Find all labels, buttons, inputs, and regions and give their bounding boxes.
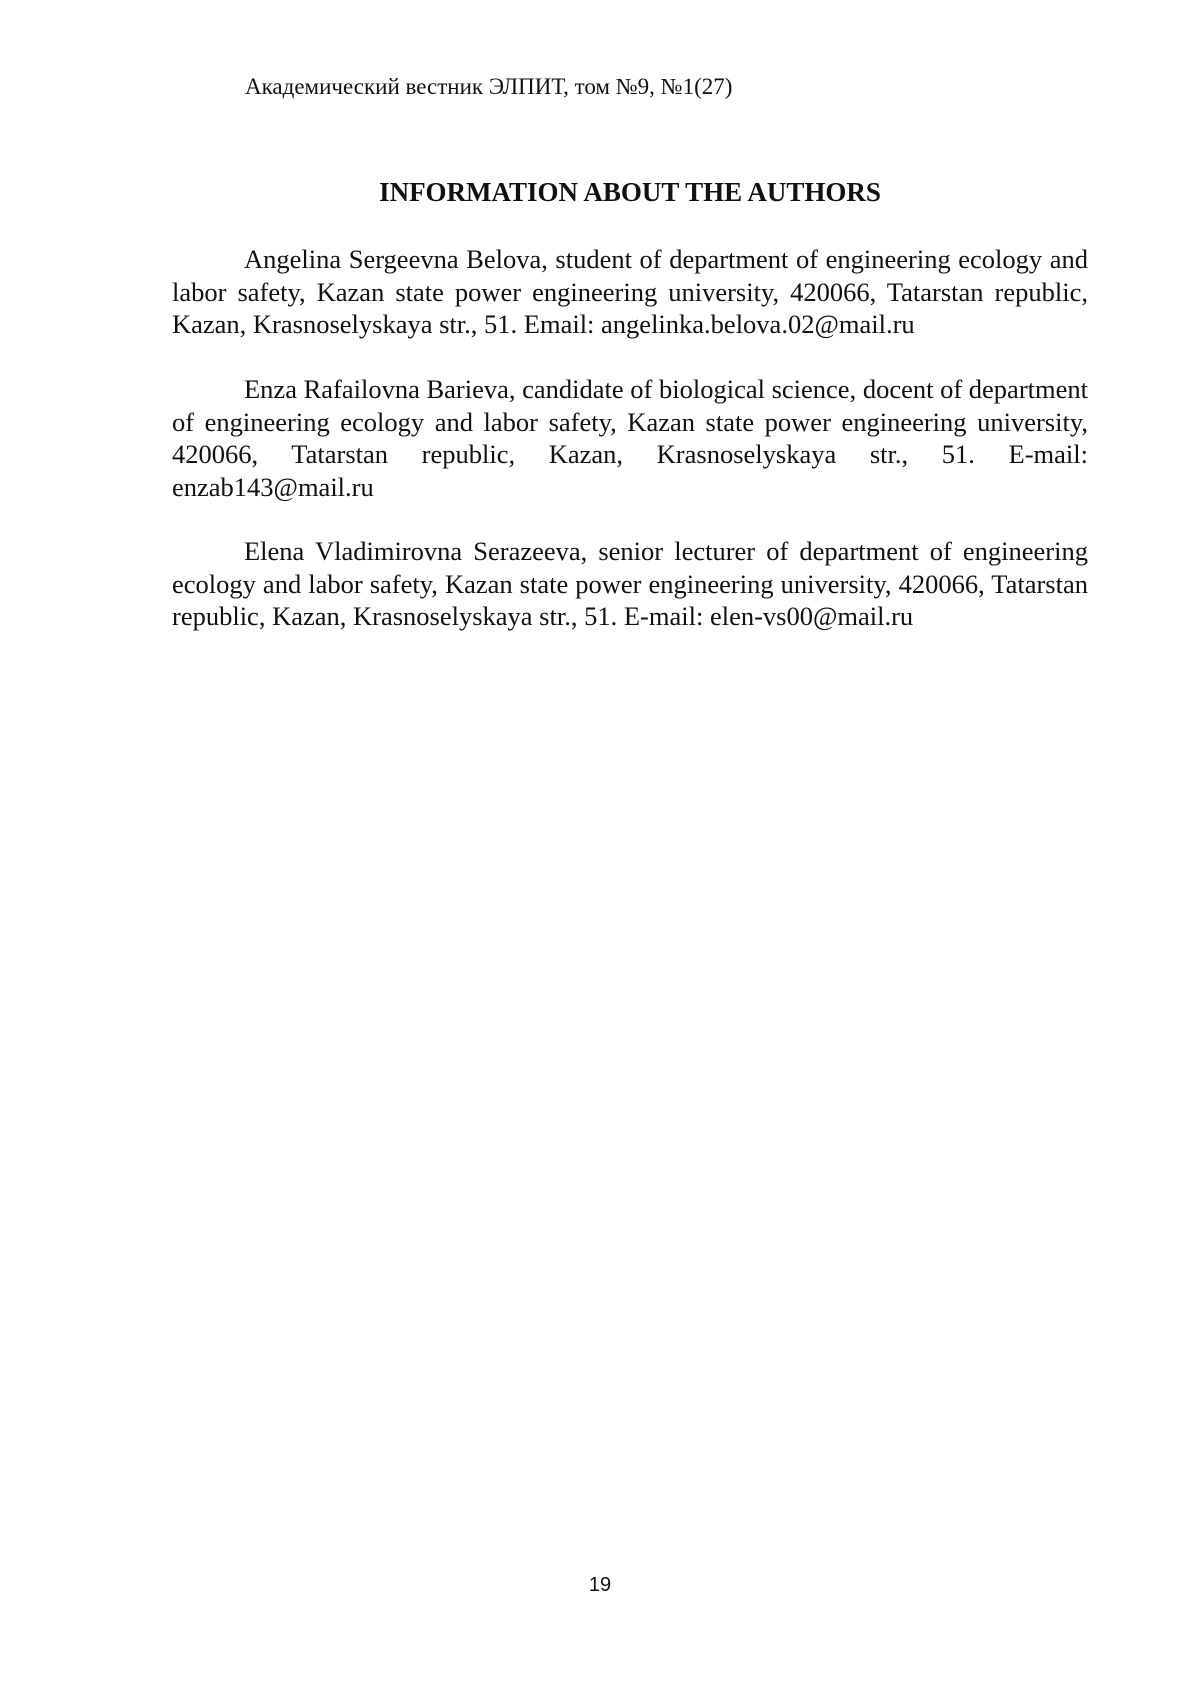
page-number: 19 [588, 1574, 612, 1596]
author-entry-belova: Angelina Sergeevna Belova, student of department of engineering ecology and labor safety, Kazan state power engineering university, 420066, Tatarstan republic, Kazan, Krasnoselyskaya str., 51. Email: angelinka.belova.02@mail.ru [172, 244, 1088, 339]
section-title: INFORMATION ABOUT THE AUTHORS [379, 177, 881, 207]
running-header: Академический вестник ЭЛПИТ, том №9, №1(27) [245, 74, 733, 99]
author-entry-barieva: Enza Rafailovna Barieva, candidate of biological science, docent of department of engineering ecology and labor safety, Kazan state power engineering university, 420066, Tatarstan republic, Kazan, Krasnoselyskaya str., 51. E-mail: enzab143@mail.ru [172, 374, 1088, 502]
author-entry-serazeeva: Elena Vladimirovna Serazeeva, senior lecturer of department of engineering ecology and labor safety, Kazan state power engineering university, 420066, Tatarstan republic, Kazan, Krasnoselyskaya str., 51. E-mail: elen-vs00@mail.ru [172, 536, 1088, 631]
